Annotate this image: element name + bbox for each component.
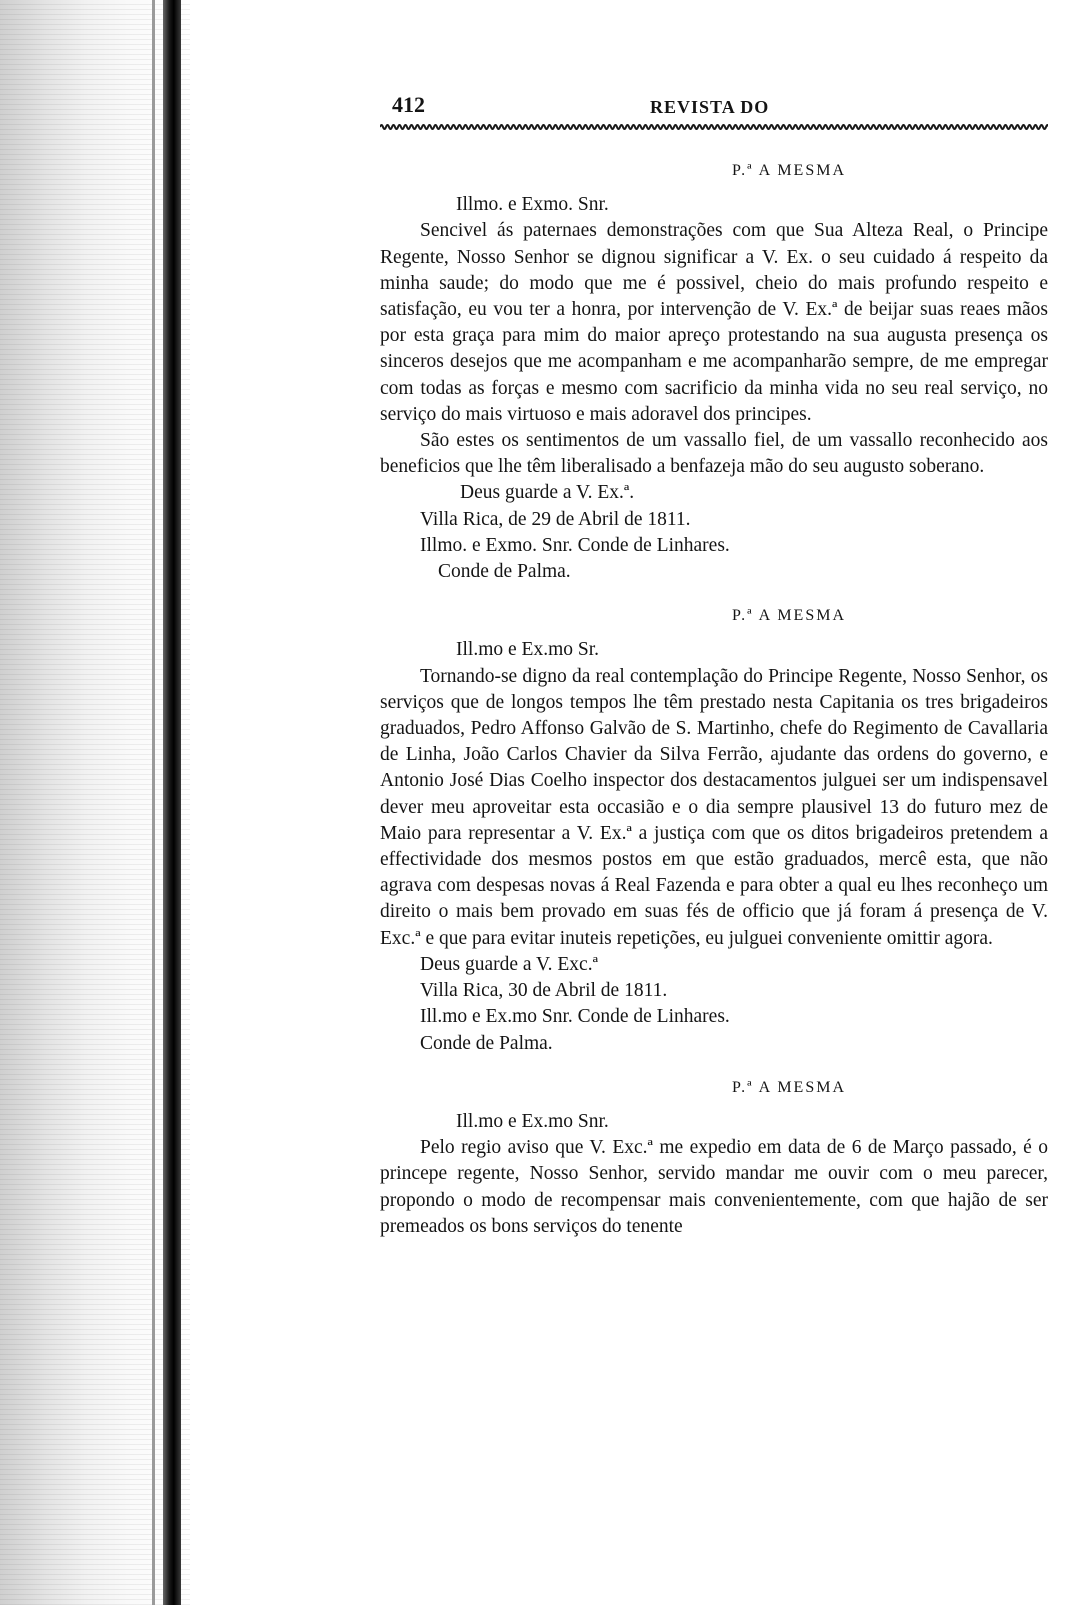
closing-line: Ill.mo e Ex.mo Snr. Conde de Linhares. xyxy=(420,1006,730,1028)
closing-line: Illmo. e Exmo. Snr. Conde de Linhares. xyxy=(420,534,730,556)
running-title: REVISTA DO xyxy=(650,97,770,117)
letter-paragraph: Pelo regio aviso que V. Exc.ª me expedio em data de 6 de Março passado, é o princepe regente, Nosso Senhor, servido mandar me ouvir com o meu parecer, propondo o modo de recompensar mais convenientemente, com que hajão de ser premeados os bons serviços do tenente xyxy=(380,1137,1048,1237)
closing-line: Villa Rica, 30 de Abril de 1811. xyxy=(420,980,668,1002)
letter-paragraph: Sencivel ás paternaes demonstrações com que Sua Alteza Real, o Principe Regente, Nosso Senhor se dignou significar a V. Ex. o seu cuidado á respeito da minha saude; do modo que me é possivel, cheio do mais profundo respeito e satisfação, eu vou ter a honra, por intervenção de V. Ex.ª de beijar suas reaes mãos por esta graça para mim do maior apreço protestando na sua augusta presença os sinceros desejos que me acompanham e me acompanharão sempre, de me empregar com todas as forças e mesmo com sacrificio da minha vida no seu real serviço, no serviço do mais virtuoso e mais adoravel dos principes. xyxy=(380,220,1048,425)
closing-line: Deus guarde a V. Exc.ª xyxy=(420,953,598,975)
letter-paragraph: Tornando-se digno da real contemplação do Principe Regente, Nosso Senhor, os serviços que de longos tempos lhe têm prestado nesta Capitania os tres brigadeiros graduados, Pedro Affonso Galvão de S. Martinho, chefe do Regimento de Cavallaria de Linha, João Carlos Chavier da Silva Ferrão, ajudante das ordens do governo, e Antonio José Dias Coelho inspector dos destacamentos julguei ser um indispensavel dever meu aproveitar esta occasião e o dia sempre plausivel 13 do futuro mez de Maio para representar a V. Ex.ª a justiça com que os ditos brigadeiros pretendem a effectividade dos mesmos postos em que estão graduados, mercê esta, que não agrava com despesas novas á Real Fazenda e para obter a qual eu lhes reconheço um direito o mais bem provado em suas fés de officio que já foram á presença de V. Exc.ª e que para evitar inuteis repetições, eu julguei conveniente omittir agora. xyxy=(380,665,1048,949)
book-spine xyxy=(163,0,181,1605)
spine-edge xyxy=(152,0,155,1605)
signature: Conde de Palma. xyxy=(438,561,571,583)
letter-2 xyxy=(380,603,1048,1056)
letter-heading: P.ª A MESMA xyxy=(731,1078,846,1096)
letter-1 xyxy=(380,158,1048,585)
wavy-rule xyxy=(380,122,1048,132)
salutation: Illmo. e Exmo. Snr. xyxy=(456,194,609,216)
letter-3 xyxy=(380,1075,1048,1240)
closing-line: Deus guarde a V. Ex.ª. xyxy=(460,482,635,504)
letter-heading: P.ª A MESMA xyxy=(731,607,846,625)
salutation: Ill.mo e Ex.mo Snr. xyxy=(456,1110,609,1132)
page-content xyxy=(380,90,1048,1258)
book-gutter xyxy=(0,0,190,1605)
page-header xyxy=(380,90,1048,120)
page-number: 412 xyxy=(392,92,425,117)
signature: Conde de Palma. xyxy=(420,1032,553,1054)
letter-heading: P.ª A MESMA xyxy=(731,162,846,179)
letter-paragraph: São estes os sentimentos de um vassallo fiel, de um vassallo reconhecido aos beneficios que lhe têm liberalisado a benfazeja mão do seu augusto soberano. xyxy=(380,430,1048,478)
closing-line: Villa Rica, de 29 de Abril de 1811. xyxy=(420,508,691,530)
salutation: Ill.mo e Ex.mo Sr. xyxy=(456,639,599,661)
